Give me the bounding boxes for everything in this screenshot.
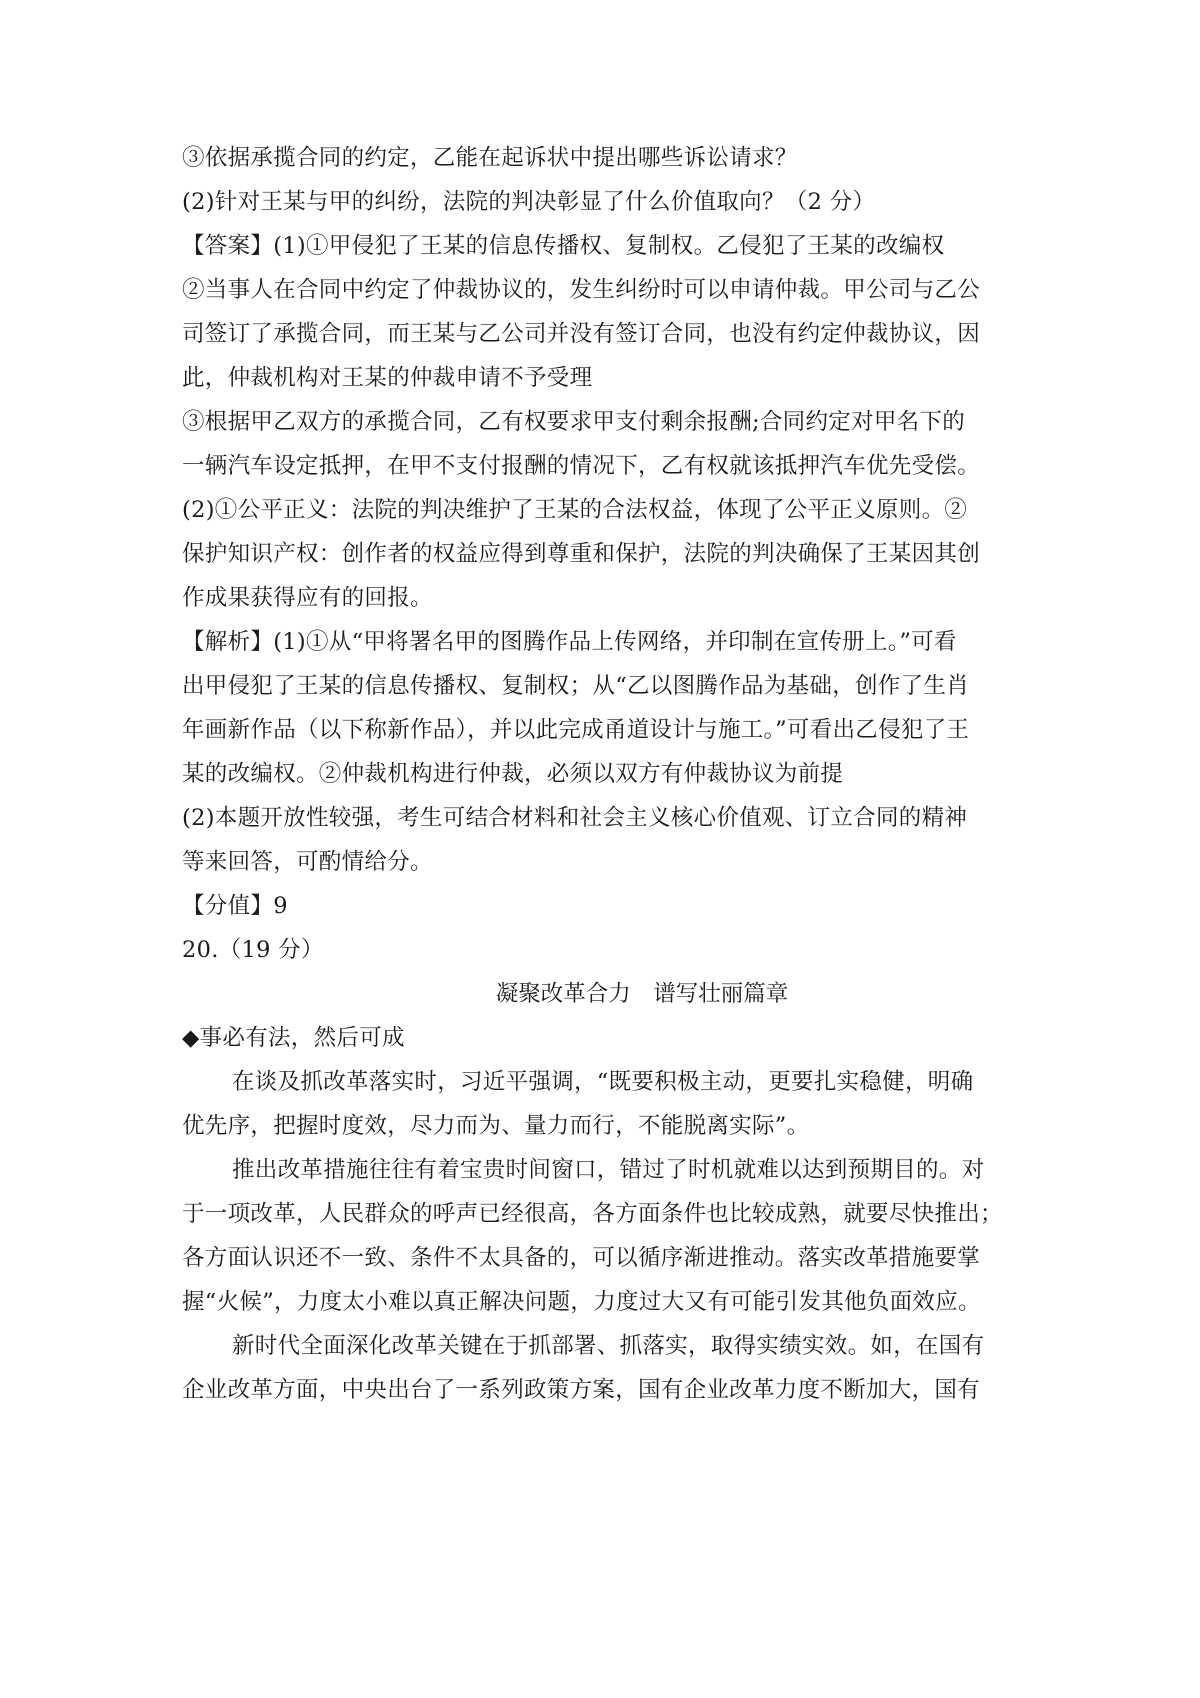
answer-line: ③根据甲乙双方的承揽合同，乙有权要求甲支付剩余报酬;合同约定对甲名下的 (182, 409, 966, 435)
analysis-line: 年画新作品（以下称新作品），并以此完成甬道设计与施工。”可看出乙侵犯了王 (182, 717, 970, 743)
analysis-line: 某的改编权。②仲裁机构进行仲裁，必须以双方有仲裁协议为前提 (182, 761, 844, 787)
analysis-line: 出甲侵犯了王某的信息传播权、复制权；从“乙以图腾作品为基础，创作了生肖 (182, 673, 970, 699)
answer-line: ②当事人在合同中约定了仲裁协议的，发生纠纷时可以申请仲裁。甲公司与乙公 (182, 277, 981, 303)
body-line: 握“火候”，力度太小难以真正解决问题，力度过大又有可能引发其他负面效应。 (182, 1289, 981, 1315)
body-line: 推出改革措施往往有着宝贵时间窗口，错过了时机就难以达到预期目的。对 (232, 1157, 985, 1183)
analysis-line: 等来回答，可酌情给分。 (182, 849, 433, 875)
question-line: ③依据承揽合同的约定，乙能在起诉状中提出哪些诉讼请求？ (182, 145, 798, 171)
body-line: 优先序，把握时度效，尽力而为、量力而行，不能脱离实际”。 (182, 1113, 810, 1139)
score-line: 【分值】9 (182, 893, 288, 919)
body-line: 各方面认识还不一致、条件不太具备的，可以循序渐进推动。落实改革措施要掌 (182, 1245, 981, 1271)
subheading: ◆事必有法，然后可成 (182, 1025, 405, 1051)
analysis-line: 【解析】(1)①从“甲将署名甲的图腾作品上传网络，并印制在宣传册上。”可看 (182, 629, 957, 655)
answer-line: 一辆汽车设定抵押，在甲不支付报酬的情况下，乙有权就该抵押汽车优先受偿。 (182, 453, 981, 479)
answer-line: 司签订了承揽合同，而王某与乙公司并没有签订合同，也没有约定仲裁协议，因 (182, 321, 981, 347)
answer-line: 作成果获得应有的回报。 (182, 585, 433, 611)
question-number: 20.（19 分） (182, 937, 324, 963)
answer-line: 保护知识产权：创作者的权益应得到尊重和保护，法院的判决确保了王某因其创 (182, 541, 981, 567)
question-line: (2)针对王某与甲的纠纷，法院的判决彰显了什么价值取向？（2 分） (182, 189, 876, 215)
body-line: 新时代全面深化改革关键在于抓部署、抓落实，取得实绩实效。如，在国有 (232, 1333, 985, 1359)
body-line: 在谈及抓改革落实时，习近平强调，“既要积极主动，更要扎实稳健，明确 (232, 1069, 974, 1095)
section-title: 凝聚改革合力 谱写壮丽篇章 (495, 981, 789, 1007)
body-line: 于一项改革，人民群众的呼声已经很高，各方面条件也比较成熟，就要尽快推出； (182, 1201, 1003, 1227)
body-line: 企业改革方面，中央出台了一系列政策方案，国有企业改革力度不断加大，国有 (182, 1377, 981, 1403)
answer-line: 【答案】(1)①甲侵犯了王某的信息传播权、复制权。乙侵犯了王某的改编权 (182, 233, 945, 259)
answer-line: (2)①公平正义：法院的判决维护了王某的合法权益，体现了公平正义原则。② (182, 497, 968, 523)
answer-line: 此，仲裁机构对王某的仲裁申请不予受理 (182, 365, 593, 391)
analysis-line: (2)本题开放性较强，考生可结合材料和社会主义核心价值观、订立合同的精神 (182, 805, 968, 831)
